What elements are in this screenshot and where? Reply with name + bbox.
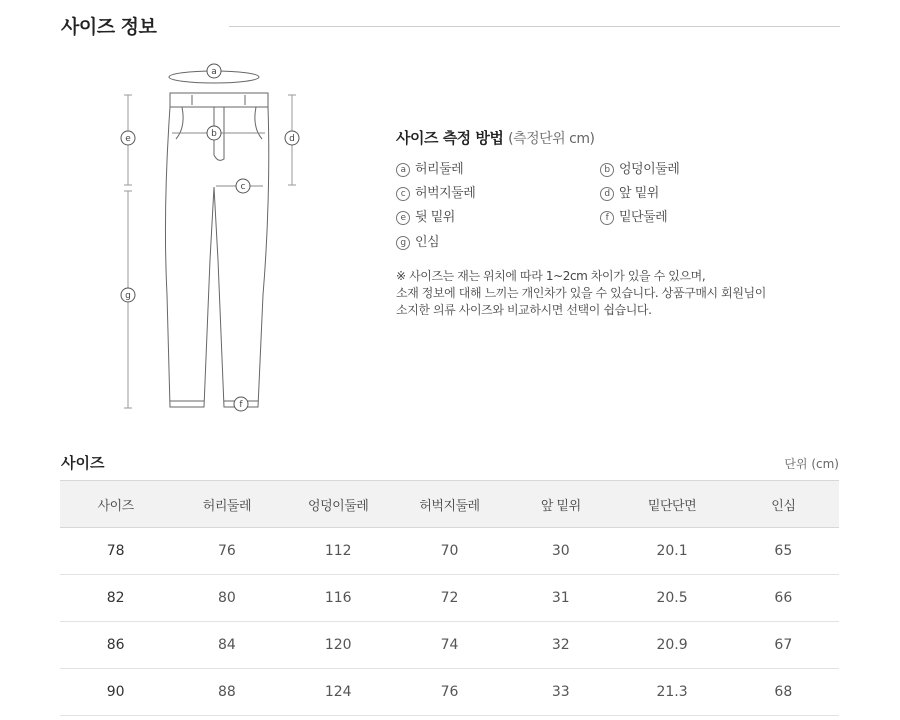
notice-line: ※ 사이즈는 재는 위치에 따라 1~2cm 차이가 있을 수 있으며, xyxy=(396,269,706,283)
column-header: 인심 xyxy=(728,481,839,528)
legend-marker: g xyxy=(396,236,410,250)
size-table-unit: 단위 (cm) xyxy=(784,457,839,471)
column-header: 허리둘레 xyxy=(171,481,282,528)
marker-e-label: e xyxy=(125,134,131,144)
table-cell: 31 xyxy=(505,575,616,622)
table-cell: 32 xyxy=(505,622,616,669)
legend-item-front-rise xyxy=(600,182,659,201)
title-divider xyxy=(229,26,840,27)
table-cell: 20.5 xyxy=(616,575,727,622)
measurement-info xyxy=(396,127,836,319)
table-cell: 112 xyxy=(283,528,394,575)
table-cell: 88 xyxy=(171,669,282,716)
table-cell: 20.9 xyxy=(616,622,727,669)
table-cell: 68 xyxy=(728,669,839,716)
table-cell: 90 xyxy=(60,669,171,716)
table-cell: 116 xyxy=(283,575,394,622)
legend-item-thigh xyxy=(396,182,475,201)
legend-label: 인심 xyxy=(415,235,440,250)
marker-f-label: f xyxy=(239,400,243,410)
legend-marker: c xyxy=(396,187,410,201)
table-row xyxy=(60,575,839,622)
column-header: 허벅지둘레 xyxy=(394,481,505,528)
legend-item-inseam xyxy=(396,231,439,250)
marker-d-label: d xyxy=(289,134,295,144)
legend-marker: d xyxy=(600,187,614,201)
table-cell: 80 xyxy=(171,575,282,622)
legend-marker: e xyxy=(396,211,410,225)
table-cell: 82 xyxy=(60,575,171,622)
measurement-legend xyxy=(396,158,836,254)
table-cell: 33 xyxy=(505,669,616,716)
waistband xyxy=(170,93,268,107)
size-table xyxy=(60,480,839,716)
size-table-title: 사이즈 xyxy=(61,454,105,472)
table-cell: 67 xyxy=(728,622,839,669)
table-cell: 30 xyxy=(505,528,616,575)
table-header-row xyxy=(60,481,839,528)
table-row xyxy=(60,528,839,575)
table-cell: 124 xyxy=(283,669,394,716)
column-header: 앞 밑위 xyxy=(505,481,616,528)
table-cell: 74 xyxy=(394,622,505,669)
pants-outline xyxy=(166,107,269,407)
table-cell: 65 xyxy=(728,528,839,575)
table-row xyxy=(60,669,839,716)
legend-label: 밑단둘레 xyxy=(619,210,668,225)
legend-label: 뒷 밑위 xyxy=(415,210,455,225)
measurement-title-text: 사이즈 측정 방법 xyxy=(396,129,504,147)
legend-item-back-rise xyxy=(396,206,455,225)
size-notice xyxy=(396,268,836,319)
section-title: 사이즈 정보 xyxy=(61,16,157,38)
table-row xyxy=(60,622,839,669)
table-cell: 76 xyxy=(171,528,282,575)
table-cell: 120 xyxy=(283,622,394,669)
legend-label: 엉덩이둘레 xyxy=(619,162,680,177)
table-cell: 84 xyxy=(171,622,282,669)
marker-a-label: a xyxy=(211,67,217,77)
column-header: 사이즈 xyxy=(60,481,171,528)
legend-item-waist xyxy=(396,158,463,177)
notice-line: 소지한 의류 사이즈와 비교하시면 선택이 쉽습니다. xyxy=(396,303,652,317)
measurement-unit-note: (측정단위 cm) xyxy=(508,131,595,147)
marker-c-label: c xyxy=(240,182,246,192)
legend-marker: a xyxy=(396,163,410,177)
table-cell: 76 xyxy=(394,669,505,716)
table-cell: 66 xyxy=(728,575,839,622)
marker-g-label: g xyxy=(125,291,131,301)
column-header: 밑단단면 xyxy=(616,481,727,528)
table-cell: 78 xyxy=(60,528,171,575)
column-header: 엉덩이둘레 xyxy=(283,481,394,528)
legend-label: 허리둘레 xyxy=(415,162,464,177)
table-cell: 72 xyxy=(394,575,505,622)
table-cell: 86 xyxy=(60,622,171,669)
table-cell: 20.1 xyxy=(616,528,727,575)
legend-marker: b xyxy=(600,163,614,177)
legend-label: 허벅지둘레 xyxy=(415,186,476,201)
table-cell: 21.3 xyxy=(616,669,727,716)
marker-b-label: b xyxy=(211,129,217,139)
notice-line: 소재 정보에 대해 느끼는 개인차가 있을 수 있습니다. 상품구매시 회원님이 xyxy=(396,286,766,300)
legend-label: 앞 밑위 xyxy=(619,186,659,201)
legend-marker: f xyxy=(600,211,614,225)
legend-item-hem xyxy=(600,206,667,225)
legend-item-hip xyxy=(600,158,679,177)
pants-diagram xyxy=(100,55,340,425)
table-cell: 70 xyxy=(394,528,505,575)
measurement-title xyxy=(396,127,836,148)
